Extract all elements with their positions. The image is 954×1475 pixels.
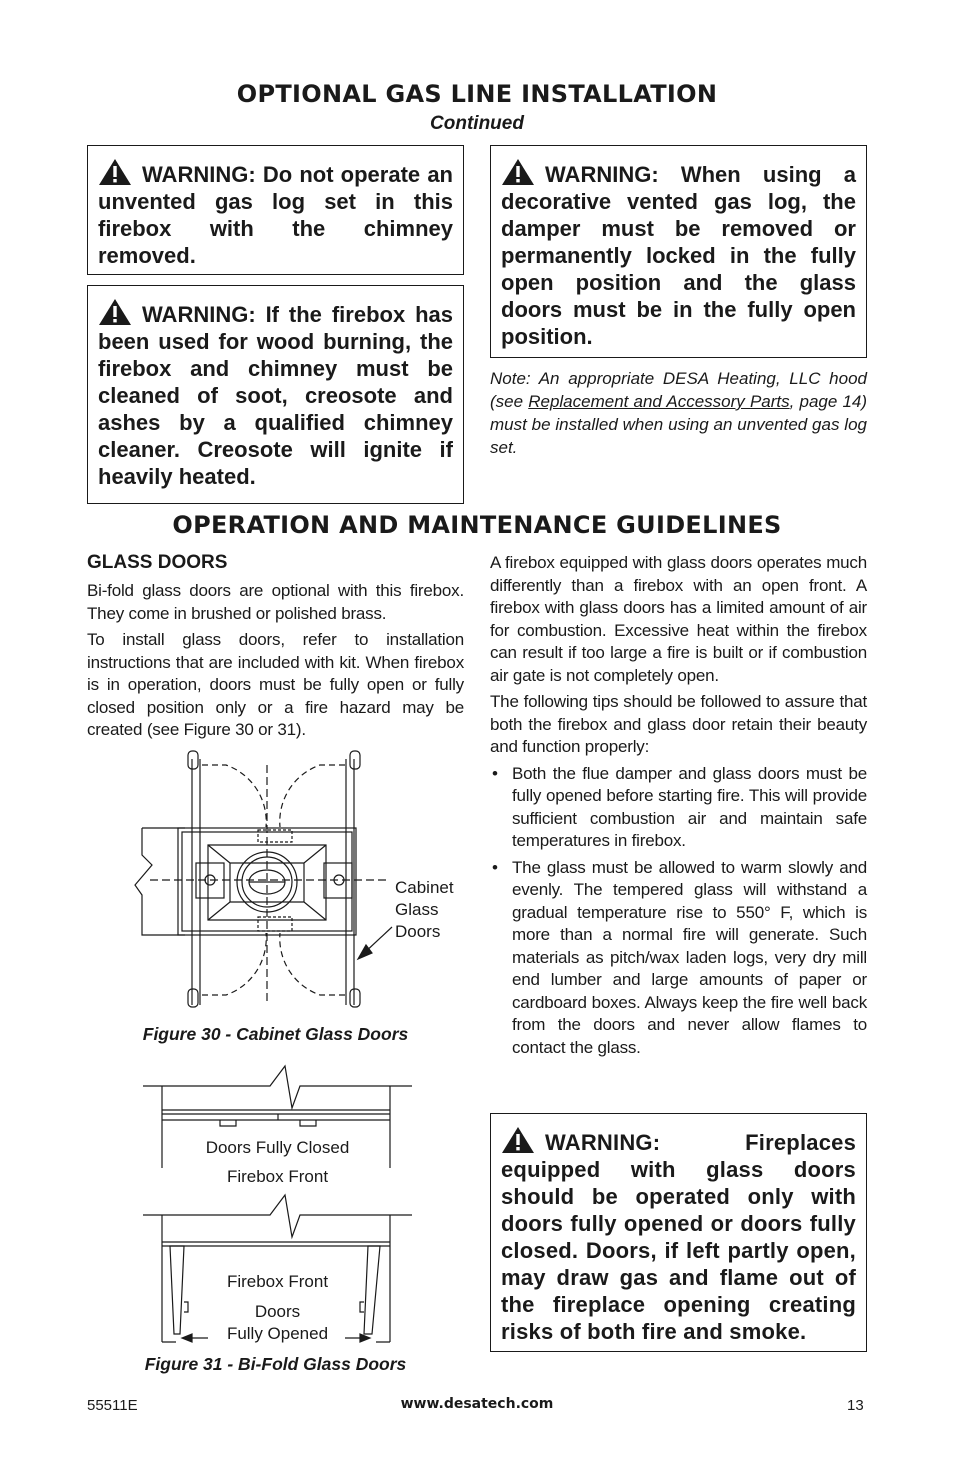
doors-opened-label-2: Fully Opened bbox=[226, 1324, 329, 1343]
warning-triangle-icon bbox=[98, 158, 132, 186]
paragraph: To install glass doors, refer to installation instructions that are included with kit. When firebox is in operation, doors must be fully open or fully closed position only or a fire hazard may be created (see Figure 30 or 31). bbox=[87, 630, 464, 739]
paragraph: A firebox equipped with glass doors operates much differently than a firebox with an open front. A firebox with glass doors has a limited amount of air for combustion. Excessive heat within the firebox can result if too large a fire is built or if combustion air gate is not completely open. bbox=[490, 553, 867, 685]
label-line: Doors bbox=[395, 922, 441, 941]
warning-box-vented-log bbox=[490, 145, 867, 358]
note-link-parts[interactable]: Replacement and Accessory Parts bbox=[528, 392, 790, 411]
website-link[interactable]: www.desatech.com bbox=[400, 1396, 554, 1412]
page-title: OPTIONAL GAS LINE INSTALLATION bbox=[236, 80, 718, 108]
figure-31-caption: Figure 31 - Bi-Fold Glass Doors bbox=[144, 1354, 407, 1374]
warning-text: WARNING: If the firebox has been used for wood burning, the firebox and chimney must be cleaned of soot, creosote and ashes by a qualified chimney cleaner. Creosote will ignite if heavily heated. bbox=[98, 302, 453, 489]
hood-note bbox=[490, 367, 867, 459]
doors-opened-label: Doors bbox=[254, 1302, 301, 1321]
note-text: Note: An appropriate DESA Heating, LLC hood (see bbox=[490, 369, 867, 411]
page-number: 13 bbox=[847, 1397, 864, 1414]
firebox-front-label: Firebox Front bbox=[226, 1167, 329, 1186]
paragraph: Bi-fold glass doors are optional with this firebox. They come in brushed or polished brass. bbox=[87, 581, 464, 623]
paragraph: The following tips should be followed to assure that both the firebox and glass door retain their beauty and function properly: bbox=[490, 692, 867, 756]
label-line: Cabinet bbox=[395, 878, 454, 897]
warning-text: WARNING: Do not operate an unvented gas log set in this firebox with the chimney removed. bbox=[98, 162, 453, 268]
warning-box-wood-burning bbox=[87, 285, 464, 504]
page-subtitle: Continued bbox=[430, 113, 524, 134]
label-line: Glass bbox=[395, 900, 439, 919]
firebox-front-label-2: Firebox Front bbox=[226, 1272, 329, 1291]
figure-30-label bbox=[395, 877, 454, 943]
note-text-end: , page 14) must be installed when using an unvented gas log set. bbox=[490, 392, 868, 457]
tips-list bbox=[490, 763, 867, 1060]
section-title: OPERATION AND MAINTENANCE GUIDELINES bbox=[172, 511, 782, 539]
list-item: • The glass must be allowed to warm slowly and evenly. The tempered glass will withstand a gradual temperature rise to 550° F, which is more than a normal fire will generate. Such materials as pitch/wax laden logs, very dry mill end lumber and large amounts of paper or cardboard boxes. Always keep the fire well back from the doors and never allow flames to contact the glass. bbox=[490, 857, 867, 1060]
warning-text: WARNING: Fireplaces equipped with glass doors should be operated only with doors fully opened or doors fully closed. Doors, if left partly open, may draw gas and flame out of the fireplace opening creating risks of both fire and smoke. bbox=[501, 1130, 856, 1344]
warning-box-glass-doors bbox=[490, 1113, 867, 1352]
warning-triangle-icon bbox=[501, 158, 535, 186]
warning-box-unvented bbox=[87, 145, 464, 275]
figure-30-caption: Figure 30 - Cabinet Glass Doors bbox=[142, 1024, 409, 1044]
document-code: 55511E bbox=[87, 1397, 138, 1414]
glass-doors-operation-text bbox=[490, 552, 867, 1063]
warning-text: WARNING: When using a decorative vented gas log, the damper must be removed or permanently locked in the fully open position and the glass doors must be in the fully open position. bbox=[501, 162, 856, 349]
doors-closed-label: Doors Fully Closed bbox=[205, 1138, 350, 1157]
glass-doors-text bbox=[87, 580, 464, 746]
warning-triangle-icon bbox=[501, 1126, 535, 1154]
list-item: • Both the flue damper and glass doors must be fully opened before starting fire. This will provide sufficient combustion air and maintain safe temperatures in firebox. bbox=[490, 763, 867, 853]
glass-doors-heading: GLASS DOORS bbox=[87, 552, 228, 573]
warning-triangle-icon bbox=[98, 298, 132, 326]
